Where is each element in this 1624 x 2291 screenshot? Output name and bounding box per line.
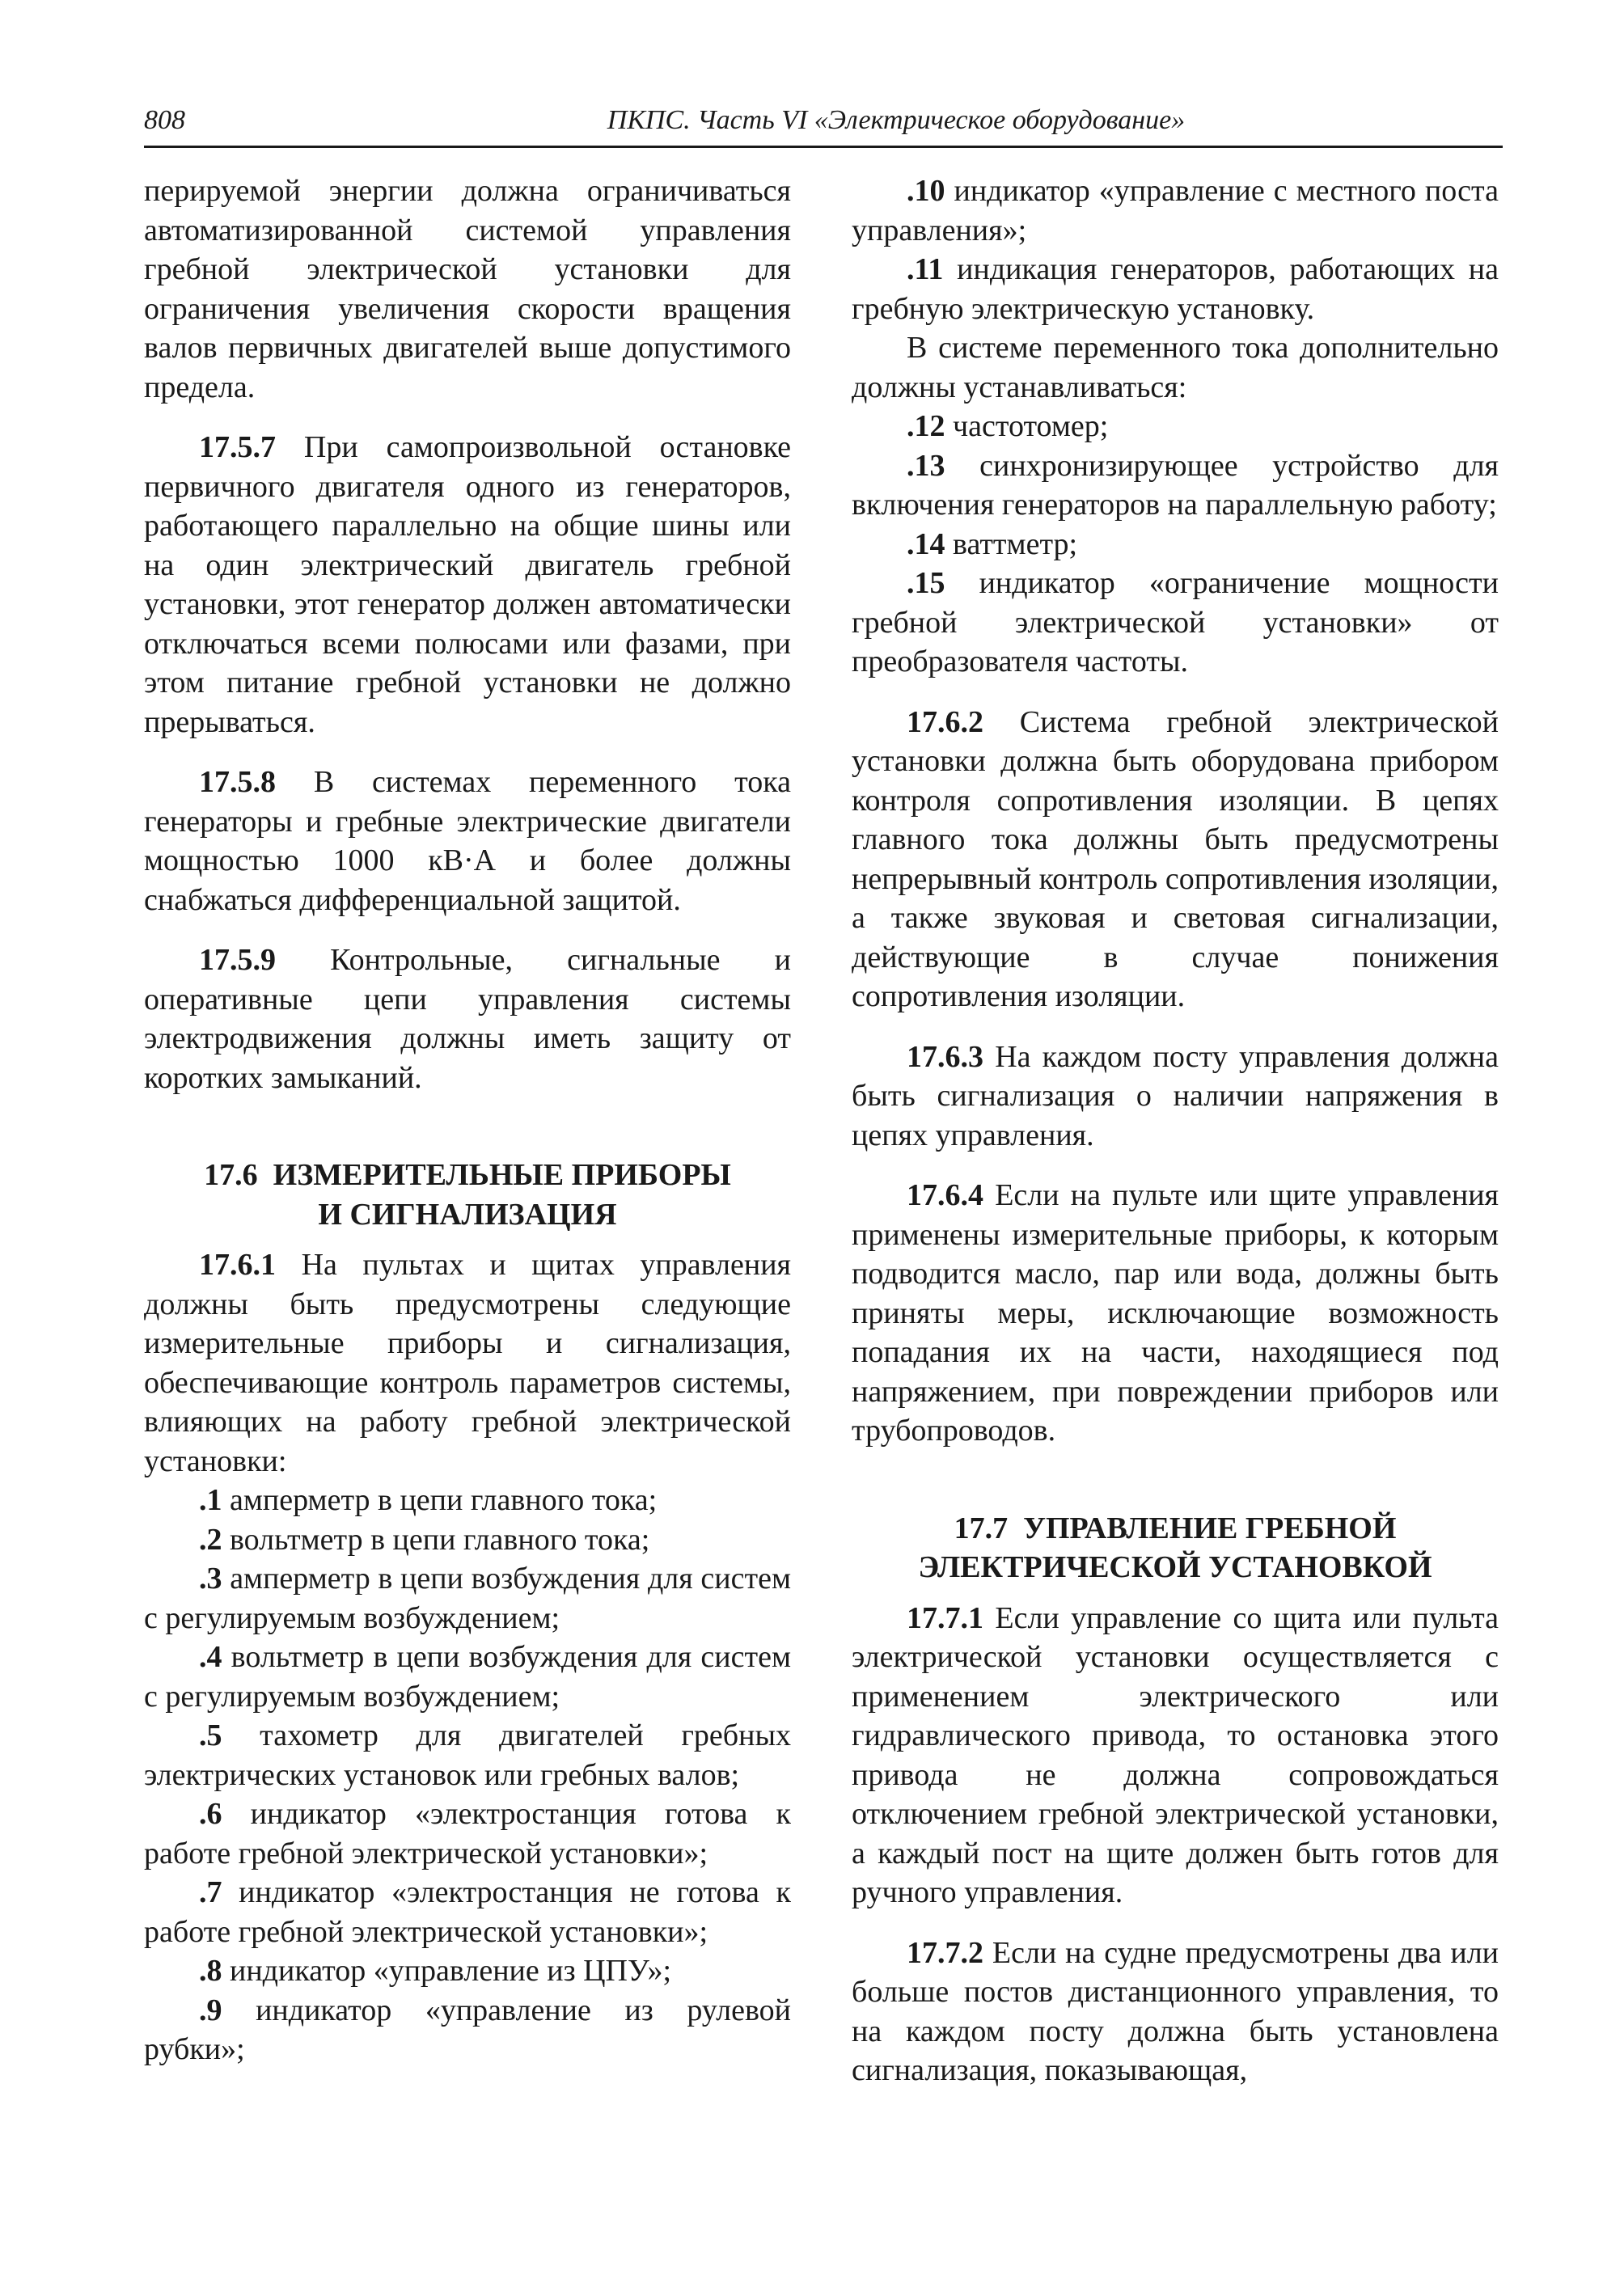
list-item: .14 ваттметр; (907, 526, 1078, 561)
clause-text: В системах переменного тока генераторы и гребные электрические двигатели мощностью 1000 кВ·А и более должны снабжаться дифференциальной защитой. (144, 765, 791, 917)
clause-text: На каждом посту управления должна быть сигнализация о наличии напряжения в цепях управления. (852, 1039, 1499, 1152)
section-heading-line: 17.7 УПРАВЛЕНИЕ ГРЕБНОЙ (954, 1511, 1397, 1545)
list-item: .1 амперметр в цепи главного тока; (199, 1483, 658, 1517)
clause-17-5-8 (144, 763, 791, 919)
clause-17-7-1 (852, 1599, 1499, 1913)
list-item: .13 синхронизирующее устройство для включения генераторов на параллельную работу; (852, 448, 1499, 522)
section-heading-line: И СИГНАЛИЗАЦИЯ (318, 1197, 617, 1232)
right-column (852, 171, 1499, 2090)
clause-17-6-1 (144, 1245, 791, 1481)
list-item: .6 индикатор «электростанция готова к работе гребной электрической установки»; (144, 1797, 791, 1870)
clause-number: 17.7.1 (907, 1600, 983, 1635)
section-heading-line: ЭЛЕКТРИЧЕСКОЙ УСТАНОВКОЙ (918, 1550, 1432, 1584)
section-heading-17-6 (144, 1156, 791, 1234)
clause-text: При самопроизвольной остановке первичного двигателя одного из генераторов, работающего параллельно на общие шины или на один электрический двигатель гребной установки, этот генератор должен автоматически отключаться всеми полюсами или фазами, при этом питание гребной установки не должно прерываться. (144, 430, 792, 739)
section-heading-line: 17.6 ИЗМЕРИТЕЛЬНЫЕ ПРИБОРЫ (204, 1158, 731, 1192)
clause-text: Контрольные, сигнальные и оперативные цепи управления системы электродвижения должны иметь защиту от коротких замыканий. (144, 943, 791, 1095)
clause-17-6-4 (852, 1176, 1499, 1451)
section-heading-17-7 (852, 1509, 1499, 1587)
clause-text: На пультах и щитах управления должны быть предусмотрены следующие измерительные приборы и сигнализация, обеспечивающие контроль параметров системы, влияющих на работу гребной электрической установки: (144, 1248, 792, 1478)
clause-17-5-9 (144, 940, 791, 1097)
clause-number: 17.5.8 (199, 765, 276, 799)
clause-number: 17.7.2 (907, 1935, 983, 1970)
running-title: ПКПС. Часть VI «Электрическое оборудование» (607, 105, 1186, 135)
clause-17-6-2 (852, 703, 1499, 1017)
list-item: .15 индикатор «ограничение мощности гребной электрической установки» от преобразователя частоты. (852, 566, 1499, 678)
clause-17-7-2 (852, 1934, 1499, 2090)
clause-number: 17.6.2 (907, 704, 983, 739)
clause-17-5-7 (144, 428, 791, 742)
paragraph-continuation: перируемой энергии должна ограничиваться автоматизированной системой управления гребной электрической установки для ограничения увеличения скорости вращения валов первичных двигателей выше допустимого предела. (144, 174, 791, 404)
list-item: .4 вольтметр в цепи возбуждения для систем с регулируемым возбуждением; (144, 1640, 791, 1714)
list-item: .7 индикатор «электростанция не готова к работе гребной электрической установки»; (144, 1875, 791, 1949)
clause-text: Если управление со щита или пульта электрической установки осуществляется с применением электрического или гидравлического привода, то остановка этого привода не должна сопровождаться отключением гребной электрической установки, а каждый пост на щите должен быть готов для ручного управления. (852, 1600, 1499, 1909)
clause-number: 17.6.1 (199, 1248, 276, 1282)
clause-text: Если на судне предусмотрены два или больше постов дистанционного управления, то на каждом посту должна быть установлена сигнализация, показывающая, (852, 1935, 1499, 2087)
clause-number: 17.5.9 (199, 943, 276, 977)
page-number: 808 (144, 105, 185, 135)
list-item: .12 частотомер; (907, 409, 1109, 443)
clause-17-6-3 (852, 1038, 1499, 1156)
clause-text: Система гребной электрической установки должна быть оборудована прибором контроля сопротивления изоляции. В цепях главного тока должны быть предусмотрены непрерывный контроль сопротивления изоляции, а также звуковая и световая сигнализации, действующие в случае понижения сопротивления изоляции. (852, 704, 1499, 1013)
clause-number: 17.6.3 (907, 1039, 983, 1074)
clause-number: 17.6.4 (907, 1178, 983, 1212)
clause-number: 17.5.7 (199, 430, 276, 464)
list-item: .3 амперметр в цепи возбуждения для систем с регулируемым возбуждением; (144, 1562, 791, 1635)
left-column (144, 171, 791, 2069)
running-header (144, 99, 1503, 148)
list-item: .2 вольтметр в цепи главного тока; (199, 1522, 650, 1557)
list-item: .9 индикатор «управление из рулевой рубки»; (144, 1993, 791, 2066)
clause-text: Если на пульте или щите управления применены измерительные приборы, к которым подводится масло, пар или вода, должны быть приняты меры, исключающие возможность попадания их на части, находящиеся под напряжением, при повреждении приборов или трубопроводов. (852, 1178, 1499, 1448)
list-item: .8 индикатор «управление из ЦПУ»; (199, 1954, 672, 1988)
ac-system-intro: В системе переменного тока дополнительно должны устанавливаться: (852, 331, 1499, 404)
list-item: .5 тахометр для двигателей гребных электрических установок или гребных валов; (144, 1718, 791, 1792)
list-item: .10 индикатор «управление с местного поста управления»; (852, 174, 1499, 247)
list-item: .11 индикация генераторов, работающих на гребную электрическую установку. (852, 252, 1499, 326)
